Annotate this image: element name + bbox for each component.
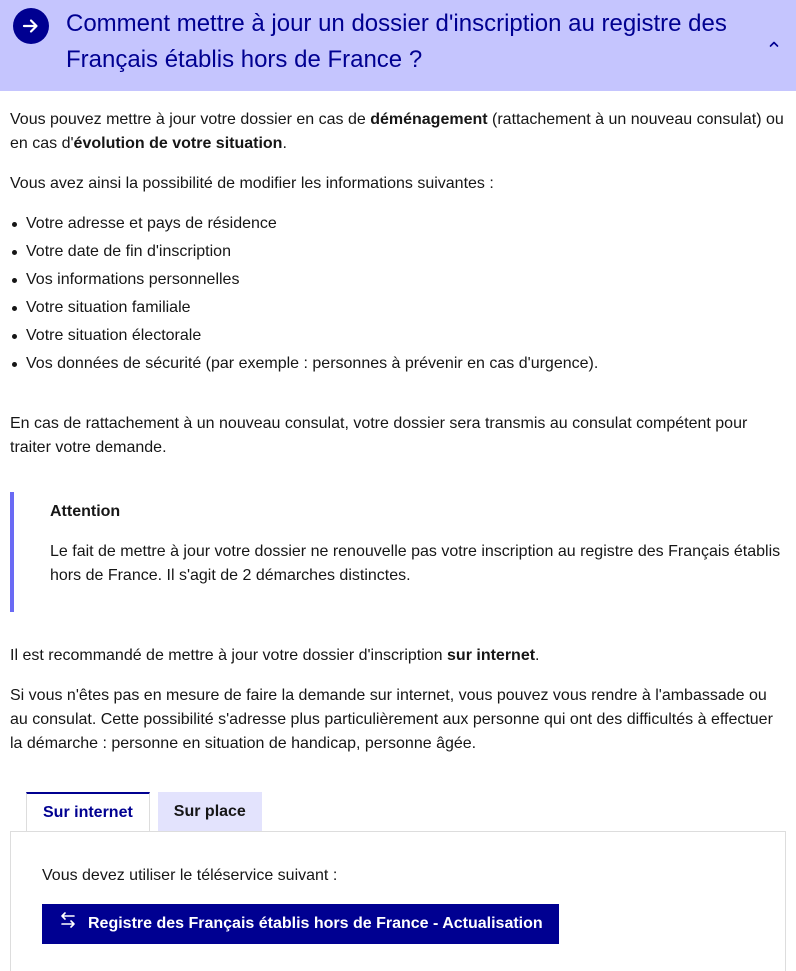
recommend-bold: sur internet <box>447 647 536 664</box>
list-item: Vos informations personnelles <box>10 268 786 296</box>
list-item: Votre adresse et pays de résidence <box>10 212 786 240</box>
recommend-text-1: Il est recommandé de mettre à jour votre dossier d'inscription <box>10 647 448 664</box>
accordion-header[interactable] <box>0 0 796 91</box>
list-item: Votre date de fin d'inscription <box>10 240 786 268</box>
info-list <box>10 212 786 380</box>
attention-callout <box>10 492 786 612</box>
tab-panel <box>10 831 786 971</box>
swap-arrows-icon <box>58 910 78 938</box>
intro-bold-1: déménagement <box>370 111 488 128</box>
intro-paragraph <box>10 108 786 156</box>
teleservice-button-label: Registre des Français établis hors de France - Actualisation <box>88 915 543 932</box>
chevron-up-icon[interactable] <box>764 34 784 54</box>
list-item: Votre situation électorale <box>10 324 786 352</box>
recommend-text-2: . <box>535 647 540 664</box>
arrow-right-icon <box>13 8 49 44</box>
tab-sur-place[interactable]: Sur place <box>158 792 262 832</box>
callout-title: Attention <box>50 503 121 520</box>
intro-text-1: Vous pouvez mettre à jour votre dossier en cas de <box>10 111 371 128</box>
panel-text: Vous devez utiliser le téléservice suivant : <box>42 867 338 884</box>
intro-text-2: (rattachement à un nouveau consulat) ou en cas d' <box>10 111 784 152</box>
intro-bold-2: évolution de votre situation <box>73 135 283 152</box>
tab-sur-internet[interactable]: Sur internet <box>26 792 150 832</box>
list-item: Votre situation familiale <box>10 296 786 324</box>
alternative-paragraph: Si vous n'êtes pas en mesure de faire la demande sur internet, vous pouvez vous rendre à l'ambassade ou au consulat. Cette possibilité s'adresse plus particulièrement aux personne qui ont des difficultés à effectuer la démarche : personne en situation de handicap, personne âgée. <box>10 687 773 752</box>
tab-list <box>26 792 270 832</box>
accordion-title: Comment mettre à jour un dossier d'inscription au registre des Français établis hors de France ? <box>66 10 727 73</box>
teleservice-button[interactable] <box>42 904 559 944</box>
list-item: Vos données de sécurité (par exemple : personnes à prévenir en cas d'urgence). <box>10 352 786 380</box>
callout-text: Le fait de mettre à jour votre dossier ne renouvelle pas votre inscription au registre des Français établis hors de France. Il s'agit de 2 démarches distinctes. <box>50 543 781 584</box>
intro-text-3: . <box>282 135 287 152</box>
list-intro: Vous avez ainsi la possibilité de modifier les informations suivantes : <box>10 175 494 192</box>
recommend-paragraph <box>10 644 786 668</box>
transfer-paragraph: En cas de rattachement à un nouveau consulat, votre dossier sera transmis au consulat compétent pour traiter votre demande. <box>10 415 748 456</box>
